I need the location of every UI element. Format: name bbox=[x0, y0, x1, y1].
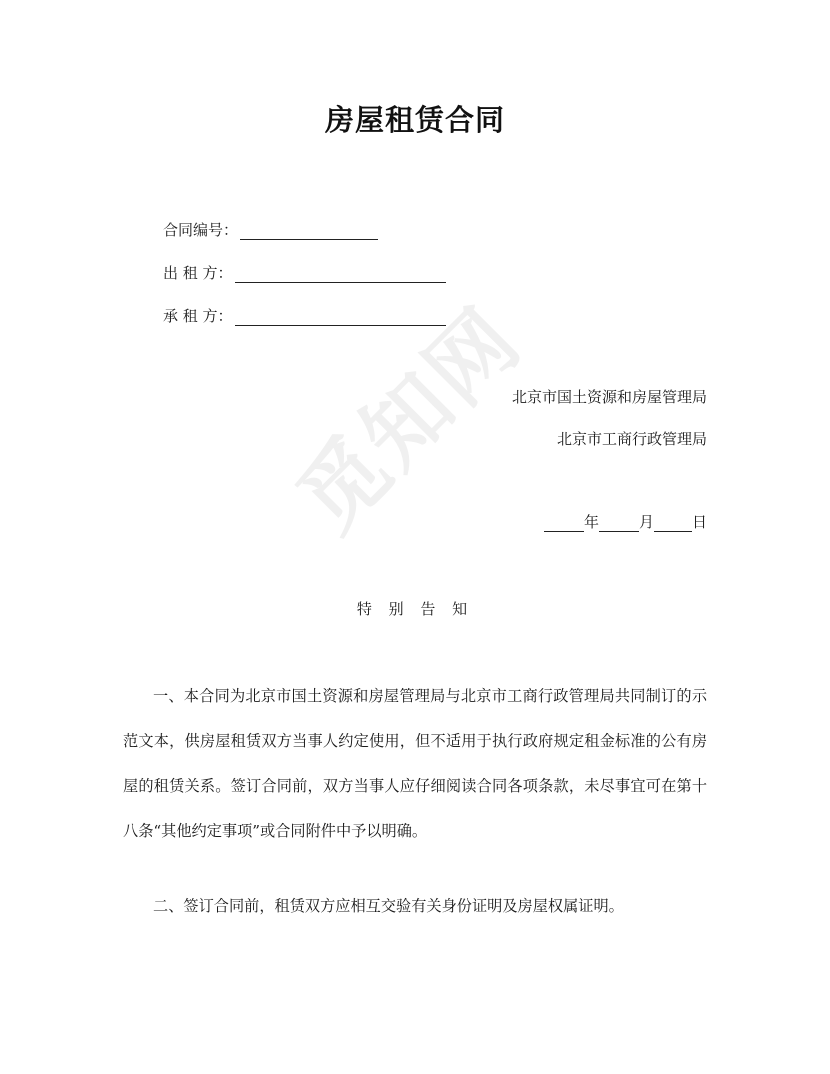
notice-paragraph-2: 二、签订合同前，租赁双方应相互交验有关身份证明及房屋权属证明。 bbox=[153, 897, 624, 915]
special-notice-heading: 特 别 告 知 bbox=[356, 600, 474, 618]
authority-industry-commerce: 北京市工商行政管理局 bbox=[556, 430, 707, 448]
lessor-field bbox=[163, 261, 446, 283]
lessee-label: 承 租 方： bbox=[163, 307, 233, 325]
contract-number-label: 合同编号： bbox=[163, 221, 239, 239]
day-label: 日 bbox=[691, 513, 707, 531]
day-blank bbox=[654, 515, 692, 532]
lessor-label: 出 租 方： bbox=[163, 264, 233, 282]
year-label: 年 bbox=[583, 513, 599, 531]
contract-number-field bbox=[163, 218, 378, 240]
date-line bbox=[544, 511, 707, 532]
notice-paragraph-1: 一、本合同为北京市国土资源和房屋管理局与北京市工商行政管理局共同制订的示范文本，供房屋租赁双方当事人约定使用，但不适用于执行政府规定租金标准的公有房屋的租赁关系。签订合同前，双方当事人应仔细阅读合同各项条款，未尽事宜可在第十八条“其他约定事项”或合同附件中予以明确。 bbox=[123, 687, 707, 840]
authority-land-housing: 北京市国土资源和房屋管理局 bbox=[511, 388, 707, 406]
lessee-blank bbox=[235, 309, 446, 326]
contract-number-blank bbox=[240, 223, 378, 240]
year-blank bbox=[544, 515, 584, 532]
watermark: 觅知网 bbox=[279, 289, 541, 551]
lessee-field bbox=[163, 304, 446, 326]
document-title: 房屋租赁合同 bbox=[324, 103, 505, 137]
lessor-blank bbox=[235, 266, 446, 283]
month-blank bbox=[599, 515, 639, 532]
month-label: 月 bbox=[638, 513, 654, 531]
